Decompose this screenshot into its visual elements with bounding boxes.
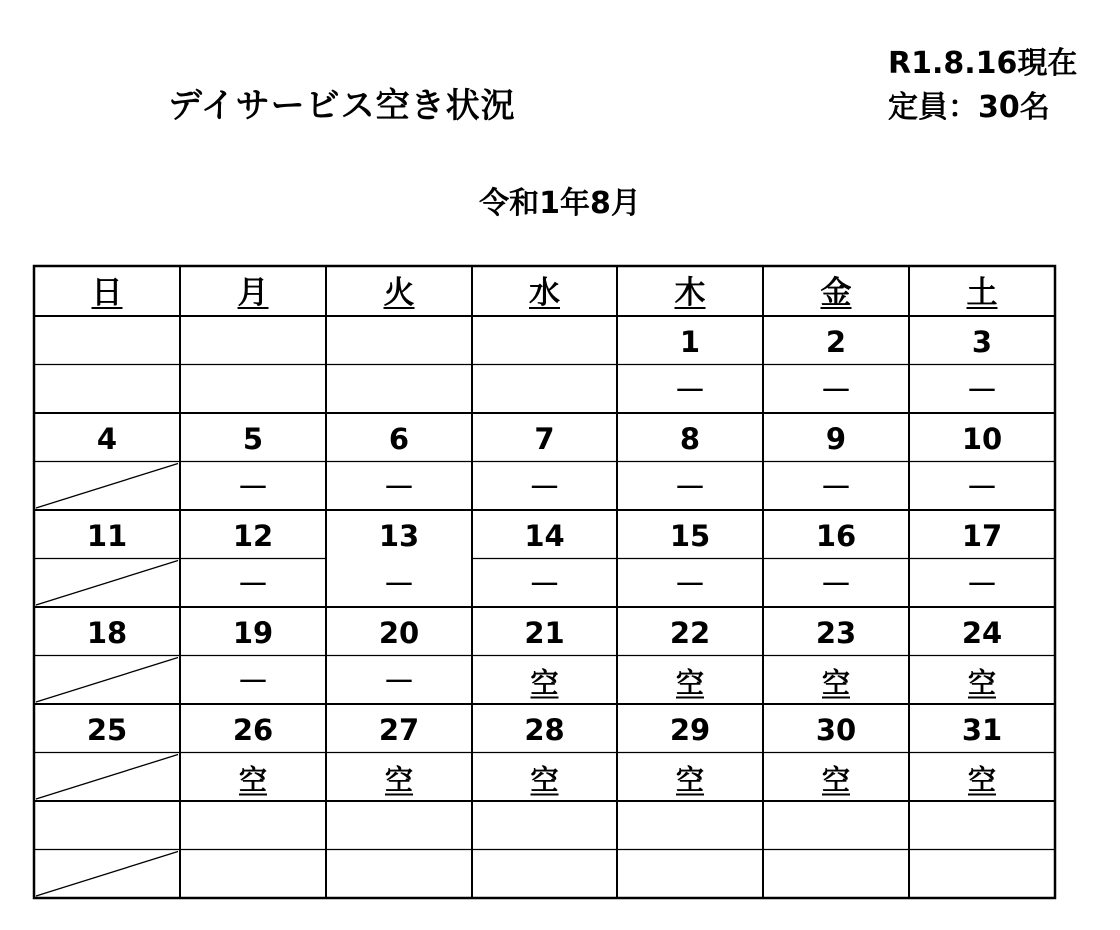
- availability-status: 空: [821, 666, 851, 700]
- weekday-header: 火: [383, 275, 415, 311]
- day-number: 7: [534, 422, 555, 456]
- capacity-label: 定員：30名: [888, 90, 1050, 125]
- day-number: 20: [378, 616, 420, 650]
- availability-status: －: [236, 662, 270, 701]
- day-number: 5: [242, 422, 264, 456]
- closed-diagonal: [36, 464, 178, 509]
- availability-status: －: [965, 468, 999, 507]
- day-number: 11: [86, 519, 128, 553]
- day-number: 28: [524, 713, 565, 747]
- day-number: 14: [524, 519, 565, 553]
- closed-diagonal: [36, 755, 178, 800]
- availability-status: 空: [384, 763, 414, 797]
- day-number: 1: [679, 325, 701, 359]
- day-number: 2: [825, 325, 847, 359]
- availability-status: －: [528, 565, 561, 604]
- month-heading: 令和1年8月: [479, 186, 641, 221]
- availability-status: －: [236, 565, 270, 604]
- day-number: 16: [815, 519, 857, 553]
- day-number: 10: [961, 422, 1003, 456]
- as-of-date: R1.8.16現在: [888, 46, 1078, 81]
- day-number: 6: [388, 422, 410, 456]
- weekday-header: 土: [966, 275, 998, 311]
- day-number: 4: [96, 422, 118, 456]
- weekday-header: 日: [91, 275, 123, 311]
- availability-status: －: [819, 468, 853, 507]
- availability-status: －: [673, 565, 707, 604]
- weekday-header: 月: [237, 275, 269, 311]
- day-number: 17: [961, 519, 1003, 553]
- day-number: 23: [815, 616, 857, 650]
- day-number: 8: [679, 422, 701, 456]
- day-number: 12: [232, 519, 274, 553]
- day-number: 18: [86, 616, 128, 650]
- weekday-header: 水: [529, 275, 560, 311]
- closed-diagonal: [36, 852, 178, 897]
- availability-status: 空: [967, 763, 997, 797]
- day-number: 25: [86, 713, 128, 747]
- availability-status: －: [528, 468, 561, 507]
- day-number: 31: [961, 713, 1003, 747]
- day-number: 29: [669, 713, 711, 747]
- availability-status: －: [673, 468, 707, 507]
- availability-status: 空: [238, 763, 268, 797]
- availability-status: 空: [821, 763, 851, 797]
- availability-status: －: [819, 371, 853, 410]
- availability-status: －: [965, 371, 999, 410]
- closed-diagonal: [36, 561, 178, 606]
- availability-status: 空: [530, 666, 559, 700]
- availability-status: 空: [967, 666, 997, 700]
- availability-status: 空: [675, 666, 705, 700]
- day-number: 13: [378, 519, 420, 553]
- day-number: 3: [971, 325, 993, 359]
- day-number: 15: [669, 519, 711, 553]
- day-number: 21: [524, 616, 565, 650]
- availability-status: －: [382, 468, 416, 507]
- day-number: 27: [378, 713, 420, 747]
- day-number: 9: [825, 422, 847, 456]
- availability-status: －: [382, 565, 416, 604]
- availability-status: －: [965, 565, 999, 604]
- availability-status: 空: [675, 763, 705, 797]
- closed-diagonal: [36, 658, 178, 703]
- day-number: 19: [232, 616, 274, 650]
- availability-status: －: [382, 662, 416, 701]
- availability-status: 空: [530, 763, 559, 797]
- weekday-header: 木: [674, 275, 706, 311]
- availability-status: －: [673, 371, 707, 410]
- availability-status: －: [819, 565, 853, 604]
- day-number: 24: [961, 616, 1003, 650]
- weekday-header: 金: [820, 275, 852, 311]
- day-number: 22: [669, 616, 711, 650]
- day-number: 26: [232, 713, 274, 747]
- availability-status: －: [236, 468, 270, 507]
- day-number: 30: [815, 713, 857, 747]
- page-title: デイサービス空き状況: [168, 86, 516, 126]
